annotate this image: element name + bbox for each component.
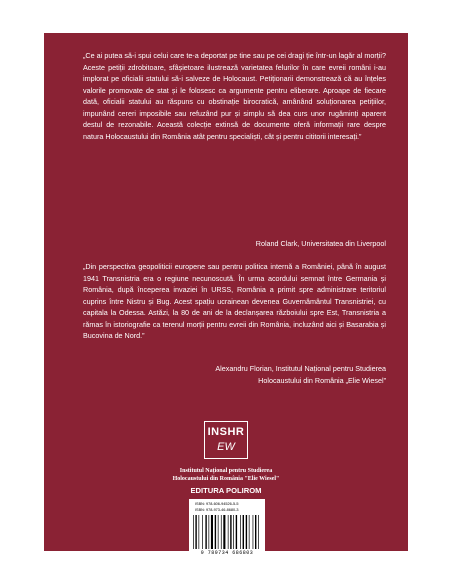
endorsement-quote-clark: „Ce ai putea să-i spui celui care te-a deportat pe tine sau pe cei dragi ție într-un lagăr al morții? Aceste petiții zdrobitoare, sfâșietoare ilustrează varietatea felurilor în care evreii români i-au implorat pe oficialii statului să-i salveze de Holocaust. Petiționarii demonstrează că au înțeles valorile promovate de stat și le folosesc ca argumente pentru eliberare. Aproape de fiecare dată, oficialii statului au răspuns cu obstinație birocratică, amânând soluționarea petițiilor, impunând cereri imposibile sau refuzând pur și simplu să dea curs unor rugăminți aparent destul de rezonabile. Această colecție extinsă de documente oferă informații rare despre natura Holocaustului din România atât pentru specialiști, cât și pentru cititorii interesați.” <box>83 51 386 141</box>
isbn-barcode-box <box>189 499 265 559</box>
inshr-logo <box>204 421 248 459</box>
publisher-name: EDITURA POLIROM <box>190 486 262 495</box>
author-florian-line2: Holocaustului din România „Elie Wiesel” <box>258 375 386 385</box>
website-inshr[interactable]: www.inshr-ew.ro <box>196 564 256 573</box>
institute-name-line1: Institutul Național pentru Studierea <box>179 468 273 474</box>
logo-top-text: INSHR <box>207 426 245 438</box>
author-florian-line1: Alexandru Florian, Institutul Național pentru Studierea <box>215 364 386 373</box>
institute-name-line2: Holocaustului din România "Elie Wiesel" <box>172 475 280 482</box>
institute-name <box>44 468 408 483</box>
endorsement-quote-florian: „Din perspectiva geopoliticii europene sau pentru politica internă a României, până în august 1941 Transnistria era o regiune necunoscută. În urma acordului semnat între Germania și România, după începerea invaziei în URSS, România a primit spre administrare teritoriul cuprins între Nistru și Bug. Acest spațiu ucrainean devenea Guvernământul Transnistriei, cu capitala la Odessa. Astăzi, la 80 de ani de la declanșarea războiului spre Est, Transnistria a rămas în istoriografie ca terenul morții pentru evreii din România, incluzând aici și Basarabia și Bucovina de Nord.” <box>83 262 386 340</box>
isbn-line-1: ISBN: 978-606-94526-5-5 <box>195 502 239 506</box>
website-polirom[interactable]: www.polirom.ro <box>198 575 254 584</box>
back-cover <box>44 33 408 584</box>
isbn-line-2: ISBN: 978-973-46-8680-3 <box>195 508 239 512</box>
logo-bottom-text: EW <box>217 441 235 453</box>
barcode-icon <box>193 515 261 549</box>
endorsement-author-florian <box>215 363 386 386</box>
barcode-number: 9 789734 686803 <box>200 550 254 556</box>
endorsement-author-clark: Roland Clark, Universitatea din Liverpool <box>255 239 386 248</box>
inshr-logo-block <box>44 421 408 483</box>
